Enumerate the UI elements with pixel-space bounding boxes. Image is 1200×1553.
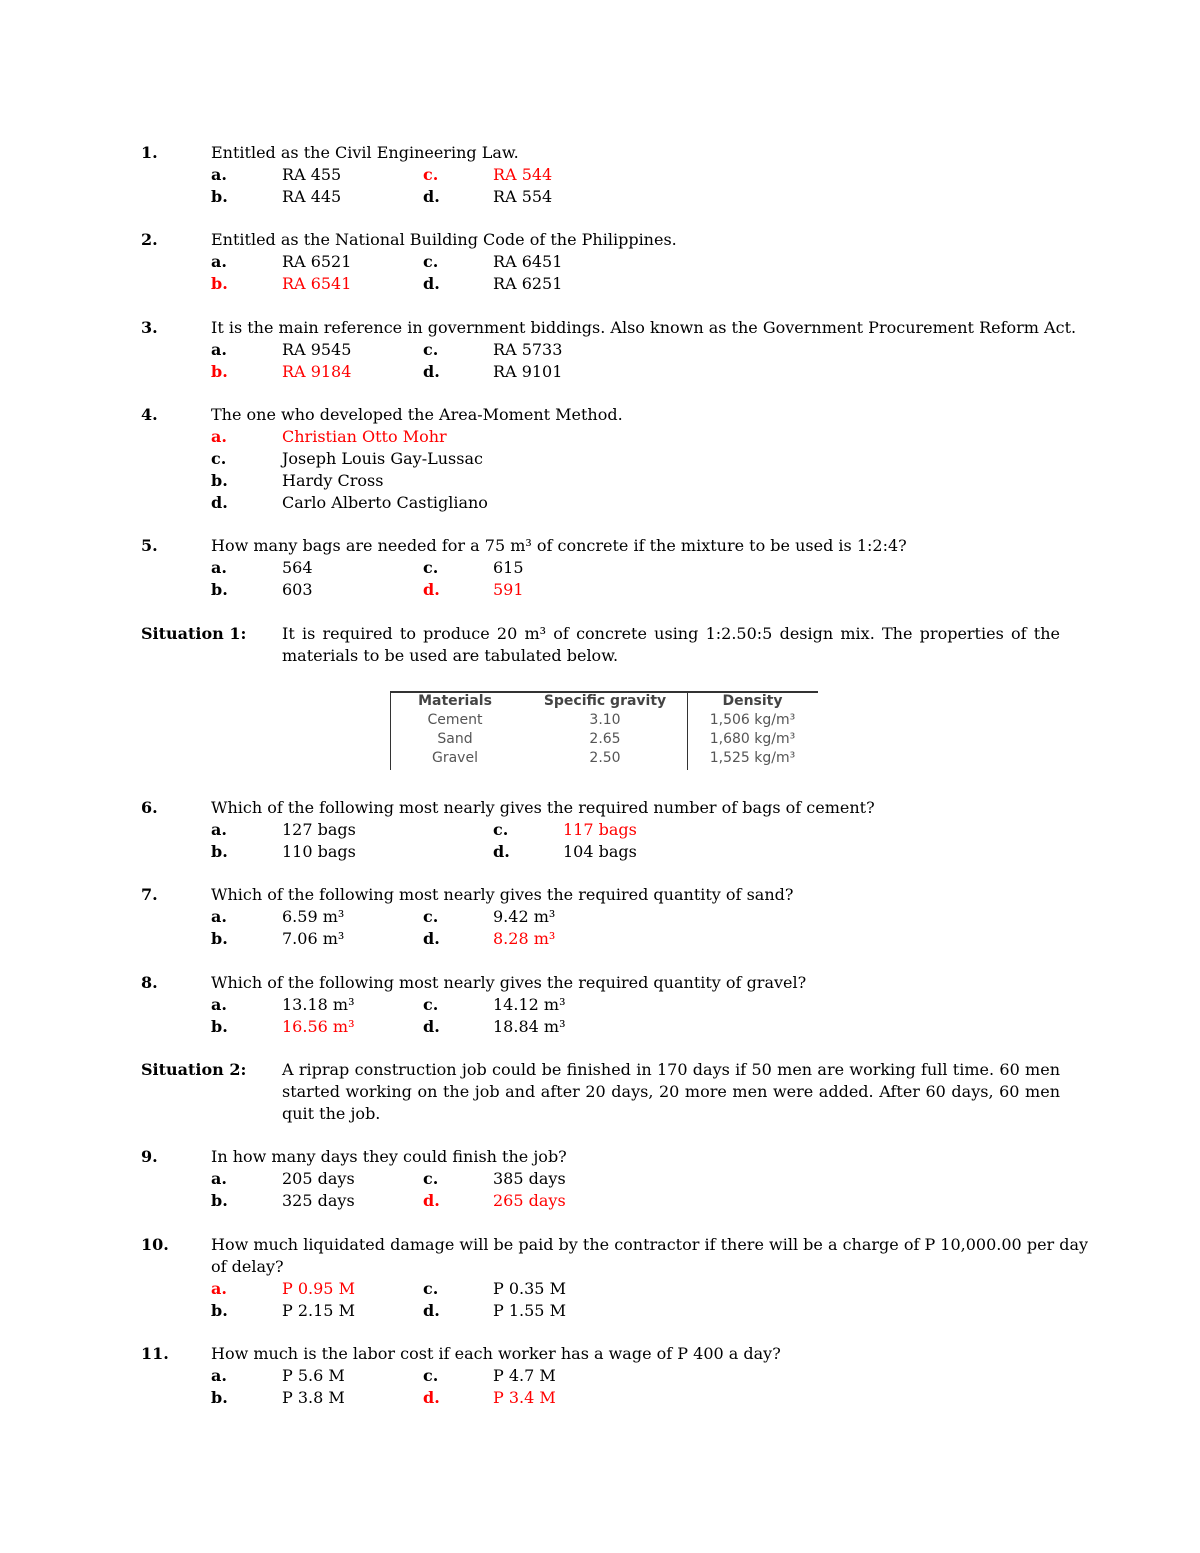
- option-letter: a.: [211, 165, 227, 184]
- question-number: 6.: [141, 798, 158, 817]
- option-letter: b.: [211, 929, 228, 948]
- option-letter: a.: [211, 1169, 227, 1188]
- option-letter: a.: [211, 1279, 227, 1298]
- table-cell: 1,506 kg/m³: [709, 712, 796, 728]
- option-letter: b.: [211, 1388, 228, 1407]
- table-header: Specific gravity: [543, 693, 667, 709]
- question-text: How many bags are needed for a 75 m³ of concrete if the mixture to be used is 1:2:4?: [211, 536, 907, 555]
- table-cell: 3.10: [589, 712, 621, 728]
- option-text: 7.06 m³: [282, 929, 345, 948]
- option-letter: d.: [423, 580, 440, 599]
- option-letter: a.: [211, 340, 227, 359]
- option-text: 104 bags: [563, 842, 637, 861]
- table-cell: 1,680 kg/m³: [709, 731, 796, 747]
- option-text: RA 455: [282, 165, 342, 184]
- option-text: P 1.55 M: [493, 1301, 566, 1320]
- option-letter: b.: [211, 1017, 228, 1036]
- option-letter: c.: [493, 820, 509, 839]
- question-number: 11.: [141, 1344, 169, 1363]
- option-letter: c.: [423, 1279, 439, 1298]
- table-cell: Gravel: [432, 750, 478, 766]
- option-text: 325 days: [282, 1191, 355, 1210]
- option-text-correct: 16.56 m³: [282, 1017, 355, 1036]
- option-letter: c.: [423, 1366, 439, 1385]
- option-letter: a.: [211, 907, 227, 926]
- question-text: In how many days they could finish the job?: [211, 1147, 567, 1166]
- situation-label: Situation 1:: [141, 624, 247, 643]
- option-letter: d.: [423, 1191, 440, 1210]
- question-text: How much is the labor cost if each worker has a wage of P 400 a day?: [211, 1344, 781, 1363]
- option-text: 14.12 m³: [493, 995, 566, 1014]
- table-cell: Cement: [427, 712, 483, 728]
- question-text: How much liquidated damage will be paid by the contractor if there will be a charge of P 10,000.00 per day: [211, 1235, 1089, 1254]
- option-letter: d.: [423, 1301, 440, 1320]
- materials-table: [390, 691, 818, 770]
- option-letter: c.: [423, 252, 439, 271]
- option-letter: d.: [423, 187, 440, 206]
- question-number: 10.: [141, 1235, 169, 1254]
- option-text: 9.42 m³: [493, 907, 556, 926]
- option-text: P 2.15 M: [282, 1301, 355, 1320]
- option-letter: d.: [423, 1388, 440, 1407]
- option-text: 385 days: [493, 1169, 566, 1188]
- option-letter: d.: [211, 493, 228, 512]
- option-text-correct: P 0.95 M: [282, 1279, 355, 1298]
- option-text: RA 6451: [493, 252, 563, 271]
- question-text: Which of the following most nearly gives the required number of bags of cement?: [211, 798, 875, 817]
- situation-text: A riprap construction job could be finished in 170 days if 50 men are working full time. 60 men started working on the job and after 20 days, 20 more men were added. After 60 days, 60 men quit the job.: [282, 1060, 1060, 1123]
- option-letter: b.: [211, 187, 228, 206]
- option-text: RA 9545: [282, 340, 352, 359]
- option-text: 615: [493, 558, 524, 577]
- situation-label: Situation 2:: [141, 1060, 247, 1079]
- table-cell: 2.65: [589, 731, 621, 747]
- option-text: RA 554: [493, 187, 553, 206]
- option-letter: c.: [423, 558, 439, 577]
- option-text: P 0.35 M: [493, 1279, 566, 1298]
- option-letter: d.: [423, 1017, 440, 1036]
- option-letter: d.: [423, 362, 440, 381]
- option-letter: b.: [211, 362, 228, 381]
- option-text: Joseph Louis Gay-Lussac: [282, 449, 483, 468]
- option-letter: b.: [211, 1301, 228, 1320]
- question-number: 4.: [141, 405, 158, 424]
- option-text-correct: P 3.4 M: [493, 1388, 556, 1407]
- option-text: 603: [282, 580, 313, 599]
- option-text-correct: 265 days: [493, 1191, 566, 1210]
- option-text: RA 5733: [493, 340, 563, 359]
- question-text-continued: of delay?: [211, 1257, 284, 1276]
- option-letter: a.: [211, 558, 227, 577]
- table-cell: Sand: [437, 731, 473, 747]
- option-letter: a.: [211, 427, 227, 446]
- table-cell: 1,525 kg/m³: [709, 750, 796, 766]
- option-text: 110 bags: [282, 842, 356, 861]
- option-text-correct: RA 9184: [282, 362, 352, 381]
- option-letter: a.: [211, 252, 227, 271]
- option-text: 13.18 m³: [282, 995, 355, 1014]
- option-text: P 3.8 M: [282, 1388, 345, 1407]
- option-letter: a.: [211, 820, 227, 839]
- table-header: Materials: [418, 693, 492, 709]
- option-text: 564: [282, 558, 313, 577]
- question-number: 5.: [141, 536, 158, 555]
- situation-text: It is required to produce 20 m³ of concrete using 1:2.50:5 design mix. The properties of the materials to be used are tabulated below.: [282, 624, 1060, 665]
- option-letter: c.: [423, 165, 439, 184]
- option-letter: a.: [211, 1366, 227, 1385]
- option-text-correct: 117 bags: [563, 820, 637, 839]
- option-text: RA 6521: [282, 252, 352, 271]
- table-header: Density: [722, 693, 783, 709]
- question-number: 8.: [141, 973, 158, 992]
- question-number: 7.: [141, 885, 158, 904]
- table-cell: 2.50: [589, 750, 621, 766]
- question-text: Entitled as the National Building Code of the Philippines.: [211, 230, 677, 249]
- option-letter: c.: [211, 449, 227, 468]
- question-text: Which of the following most nearly gives the required quantity of gravel?: [211, 973, 807, 992]
- option-text: 6.59 m³: [282, 907, 345, 926]
- option-text: RA 9101: [493, 362, 563, 381]
- option-text-correct: Christian Otto Mohr: [282, 427, 447, 446]
- option-text-correct: 591: [493, 580, 524, 599]
- option-text: RA 6251: [493, 274, 563, 293]
- option-text: 127 bags: [282, 820, 356, 839]
- option-text: P 5.6 M: [282, 1366, 345, 1385]
- question-number: 9.: [141, 1147, 158, 1166]
- question-number: 3.: [141, 318, 158, 337]
- option-letter: d.: [423, 274, 440, 293]
- option-letter: b.: [211, 274, 228, 293]
- option-text: 18.84 m³: [493, 1017, 566, 1036]
- option-text: Hardy Cross: [282, 471, 384, 490]
- option-text: P 4.7 M: [493, 1366, 556, 1385]
- option-text-correct: RA 6541: [282, 274, 352, 293]
- question-text: Entitled as the Civil Engineering Law.: [211, 143, 519, 162]
- option-letter: d.: [493, 842, 510, 861]
- option-text-correct: 8.28 m³: [493, 929, 556, 948]
- question-number: 2.: [141, 230, 158, 249]
- option-text: Carlo Alberto Castigliano: [282, 493, 488, 512]
- option-letter: c.: [423, 340, 439, 359]
- option-letter: b.: [211, 580, 228, 599]
- option-letter: d.: [423, 929, 440, 948]
- option-text-correct: RA 544: [493, 165, 553, 184]
- option-letter: b.: [211, 842, 228, 861]
- question-text: It is the main reference in government biddings. Also known as the Government Procurement Reform Act.: [211, 318, 1077, 337]
- option-text: RA 445: [282, 187, 342, 206]
- option-letter: a.: [211, 995, 227, 1014]
- option-letter: c.: [423, 1169, 439, 1188]
- question-text: Which of the following most nearly gives the required quantity of sand?: [211, 885, 794, 904]
- option-letter: c.: [423, 907, 439, 926]
- option-letter: b.: [211, 1191, 228, 1210]
- question-number: 1.: [141, 143, 158, 162]
- option-letter: c.: [423, 995, 439, 1014]
- option-letter: b.: [211, 471, 228, 490]
- option-text: 205 days: [282, 1169, 355, 1188]
- question-text: The one who developed the Area-Moment Method.: [211, 405, 623, 424]
